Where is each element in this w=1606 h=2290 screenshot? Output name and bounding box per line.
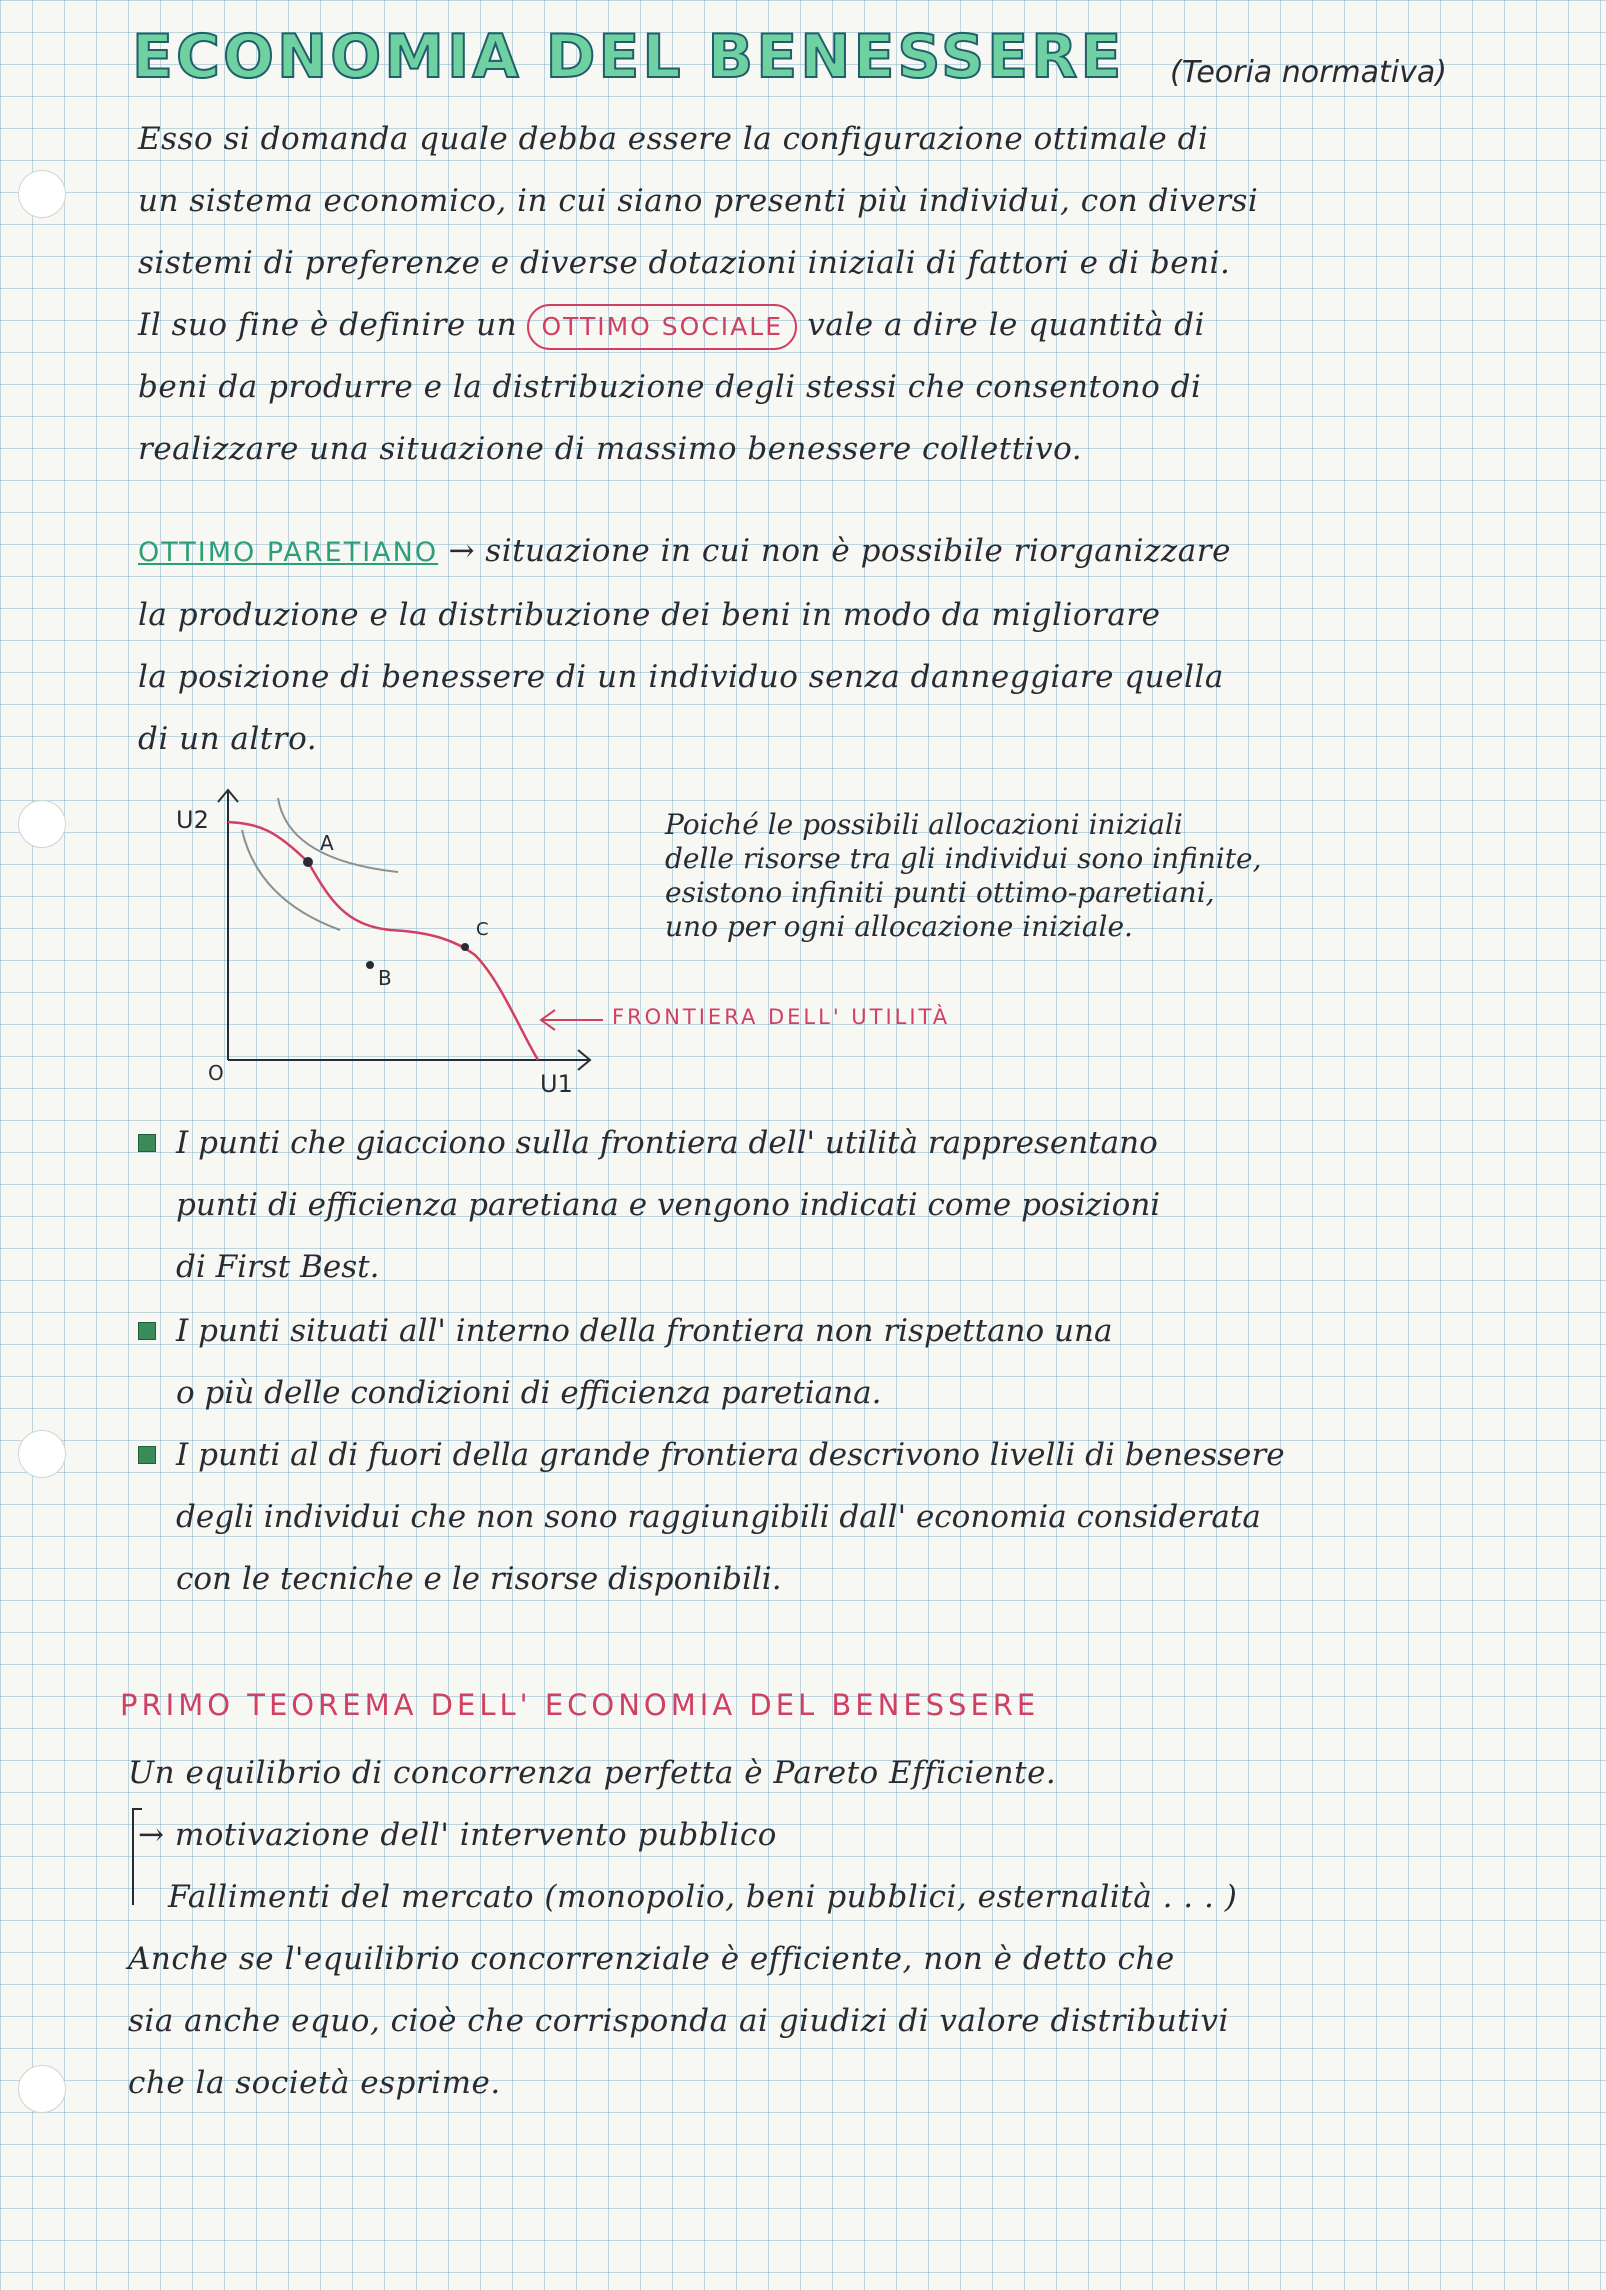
intro-line bbox=[138, 294, 1558, 356]
pareto-line bbox=[138, 520, 1558, 584]
theorem-line: sia anche equo, cioè che corrisponda ai giudizi di valore distributivi bbox=[128, 2003, 1229, 2039]
binder-hole bbox=[18, 1430, 66, 1478]
bullet-square-icon bbox=[138, 1322, 156, 1340]
intro-line: beni da produrre e la distribuzione degli stessi che consentono di bbox=[138, 369, 1202, 405]
bullet-line: I punti che giacciono sulla frontiera dell' utilità rappresentano bbox=[176, 1125, 1158, 1161]
label-point-a: A bbox=[320, 831, 334, 855]
binder-hole bbox=[18, 170, 66, 218]
point-b bbox=[366, 961, 374, 969]
frontier-label-arrow bbox=[535, 1002, 605, 1032]
label-point-b: B bbox=[378, 966, 392, 990]
pareto-heading: OTTIMO PARETIANO bbox=[138, 537, 439, 568]
intro-line: un sistema economico, in cui siano presenti più individui, con diversi bbox=[138, 183, 1259, 219]
side-note bbox=[665, 808, 1545, 944]
pareto-line: la posizione di benessere di un individuo senza danneggiare quella bbox=[138, 659, 1224, 695]
bullet-line: o più delle condizioni di efficienza paretiana. bbox=[176, 1375, 882, 1411]
binder-hole bbox=[18, 2065, 66, 2113]
side-note-line: uno per ogni allocazione iniziale. bbox=[665, 910, 1133, 943]
intro-line: realizzare una situazione di massimo benessere collettivo. bbox=[138, 431, 1083, 467]
page-subtitle: (Teoria normativa) bbox=[1170, 55, 1447, 90]
pareto-text: situazione in cui non è possibile riorganizzare bbox=[485, 533, 1231, 569]
intro-line: Esso si domanda quale debba essere la configurazione ottimale di bbox=[138, 121, 1209, 157]
theorem-line: che la società esprime. bbox=[128, 2065, 501, 2101]
theorem-heading: PRIMO TEOREMA DELL' ECONOMIA DEL BENESSERE bbox=[120, 1688, 1040, 1722]
page-title: ECONOMIA DEL BENESSERE bbox=[132, 22, 1125, 92]
binder-hole bbox=[18, 800, 66, 848]
bullet-square-icon bbox=[138, 1134, 156, 1152]
ottimo-sociale-badge: OTTIMO SOCIALE bbox=[527, 304, 797, 350]
bullet-line: I punti situati all' interno della frontiera non rispettano una bbox=[176, 1313, 1113, 1349]
intro-text: Il suo fine è definire un bbox=[138, 307, 518, 343]
bullet-line: di First Best. bbox=[176, 1249, 380, 1285]
theorem-arrow-line: → motivazione dell' intervento pubblico bbox=[138, 1817, 777, 1853]
pareto-line: di un altro. bbox=[138, 721, 318, 757]
bullet-item bbox=[138, 1300, 1558, 1424]
indifference-curve bbox=[278, 798, 398, 872]
intro-text: vale a dire le quantità di bbox=[807, 307, 1205, 343]
theorem-paragraph bbox=[128, 1742, 1548, 2114]
side-note-line: delle risorse tra gli individui sono infinite, bbox=[665, 842, 1262, 875]
point-c bbox=[461, 943, 469, 951]
label-origin: O bbox=[208, 1061, 224, 1085]
label-point-c: C bbox=[476, 919, 489, 940]
side-note-line: esistono infiniti punti ottimo-paretiani, bbox=[665, 876, 1215, 909]
arrow-icon: → bbox=[448, 533, 475, 569]
label-u2: U2 bbox=[176, 806, 209, 834]
point-a bbox=[303, 857, 313, 867]
theorem-failures: Fallimenti del mercato (monopolio, beni pubblici, esternalità . . . ) bbox=[168, 1879, 1238, 1915]
bullet-line: con le tecniche e le risorse disponibili. bbox=[176, 1561, 782, 1597]
bullet-line: I punti al di fuori della grande frontiera descrivono livelli di benessere bbox=[176, 1437, 1285, 1473]
pareto-paragraph bbox=[138, 520, 1558, 770]
bullet-item bbox=[138, 1112, 1558, 1298]
frontier-label: FRONTIERA DELL' UTILITÀ bbox=[612, 1005, 951, 1029]
bullet-line: degli individui che non sono raggiungibili dall' economia considerata bbox=[176, 1499, 1261, 1535]
theorem-line: Anche se l'equilibrio concorrenziale è efficiente, non è detto che bbox=[128, 1941, 1175, 1977]
pareto-line: la produzione e la distribuzione dei beni in modo da migliorare bbox=[138, 597, 1161, 633]
bullet-line: punti di efficienza paretiana e vengono indicati come posizioni bbox=[176, 1187, 1161, 1223]
intro-paragraph bbox=[138, 108, 1558, 480]
utility-frontier-curve bbox=[228, 822, 538, 1060]
utility-frontier-diagram bbox=[176, 780, 640, 1100]
theorem-statement: Un equilibrio di concorrenza perfetta è Pareto Efficiente. bbox=[128, 1755, 1057, 1791]
side-note-line: Poiché le possibili allocazioni iniziali bbox=[665, 808, 1183, 841]
label-u1: U1 bbox=[540, 1070, 573, 1098]
bullet-item bbox=[138, 1424, 1558, 1610]
intro-line: sistemi di preferenze e diverse dotazioni iniziali di fattori e di beni. bbox=[138, 245, 1231, 281]
bullet-square-icon bbox=[138, 1446, 156, 1464]
